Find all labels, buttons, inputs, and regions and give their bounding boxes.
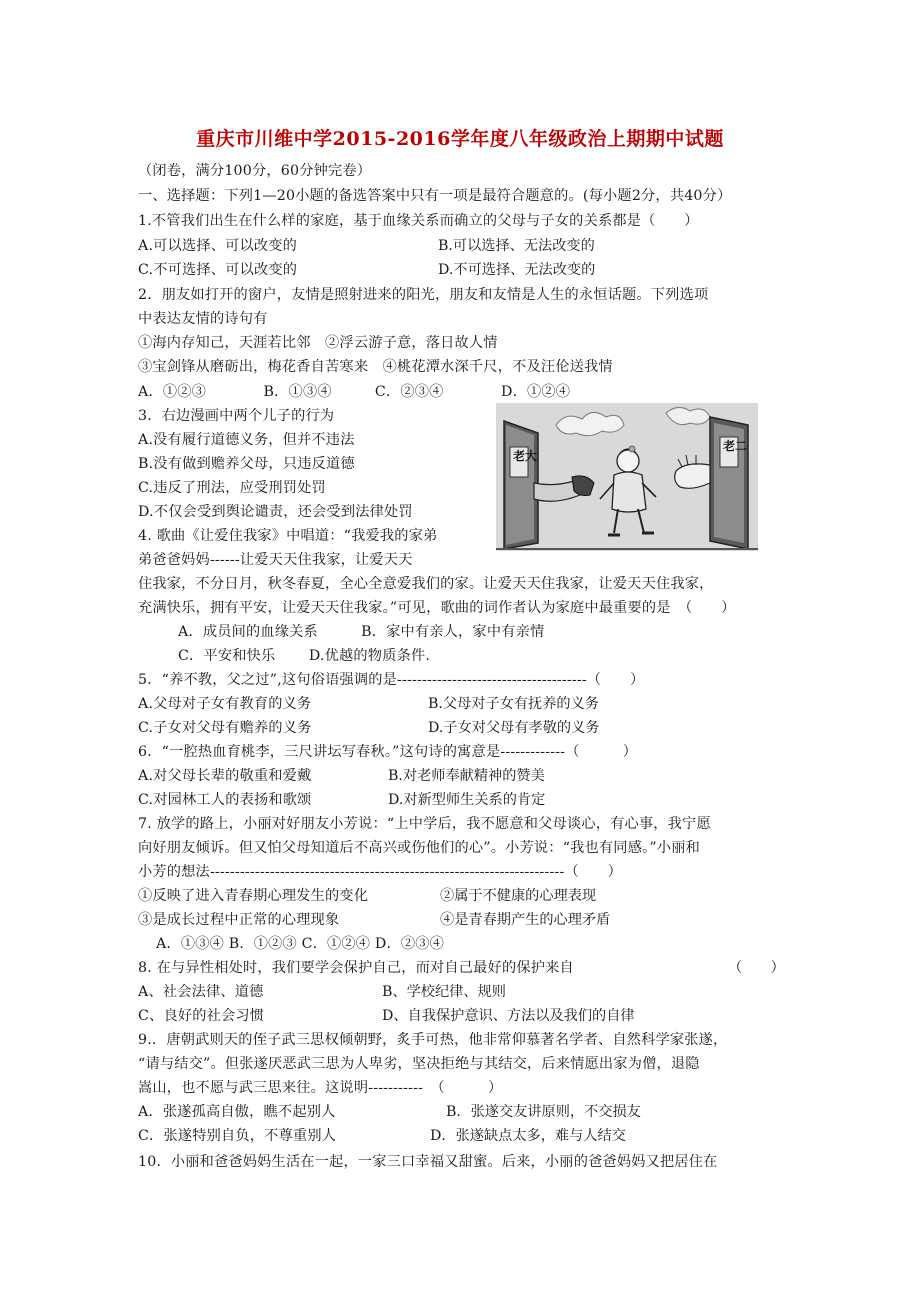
question-5-option-a: A.父母对子女有教育的义务: [138, 696, 312, 712]
question-1-stem: 1.不管我们出生在什么样的家庭，基于血缘关系而确立的父母与子女的关系都是（ ）: [138, 213, 699, 229]
question-4-line4: 充满快乐，拥有平安，让爱天天住我家。”可见，歌曲的词作者认为家庭中最重要的是 （ ）: [138, 600, 736, 616]
question-4-line1: 4. 歌曲《让爱住我家》中唱道：“我爱我的家弟: [138, 528, 438, 544]
question-10-line1: 10．小丽和爸爸妈妈生活在一起，一家三口幸福又甜蜜。后来，小丽的爸爸妈妈又把居住在: [138, 1154, 718, 1170]
question-4-line3: 住我家，不分日月，秋冬春夏，全心全意爱我们的家。让爱天天住我家，让爱天天住我家，: [138, 576, 714, 592]
question-2-items-line1: ①海内存知己，天涯若比邻 ②浮云游子意，落日故人情: [138, 335, 498, 351]
door-left-label: 老大: [513, 449, 538, 463]
question-8-option-d: D、自我保护意识、方法以及我们的自律: [382, 1008, 635, 1024]
question-9-option-c: C．张遂特别自负，不尊重别人: [138, 1128, 337, 1144]
question-6-option-d: D.对新型师生关系的肯定: [388, 792, 546, 808]
question-9-line1: 9.．唐朝武则天的侄子武三思权倾朝野，炙手可热，他非常仰慕著名学者、自然科学家张遂，: [138, 1032, 728, 1048]
question-7-item-1: ①反映了进入青春期心理发生的变化: [138, 888, 369, 904]
question-6-option-c: C.对园林工人的表扬和歌颂: [138, 792, 312, 808]
question-7-line2: 向好朋友倾诉。但又怕父母知道后不高兴或伤他们的心”。小芳说：“我也有同感。”小丽和: [138, 840, 700, 856]
question-9-option-b: B．张遂交友讲原则，不交损友: [446, 1104, 641, 1120]
question-5-stem: 5．“养不教，父之过”,这句俗语强调的是--------------------------------------（ ）: [138, 672, 645, 688]
question-6-option-b: B.对老师奉献精神的赞美: [388, 768, 545, 784]
question-1-option-c: C.不可选择、可以改变的: [138, 262, 298, 278]
question-8-option-a: A、社会法律、道德: [138, 984, 264, 1000]
question-7-item-4: ④是青春期产生的心理矛盾: [440, 912, 611, 928]
question-3-option-a: A.没有履行道德义务，但并不违法: [138, 432, 355, 448]
question-7-line3: 小芳的想法-----------------------------------------------------------------------（ ）: [138, 864, 623, 880]
question-4-line2: 弟爸爸妈妈------让爱天天住我家，让爱天天: [138, 552, 413, 568]
question-7-line1: 7. 放学的路上，小丽对好朋友小芳说：“上中学后，我不愿意和父母谈心，有心事，我宁愿: [138, 816, 711, 832]
question-5-option-d: D.子女对父母有孝敬的义务: [428, 720, 600, 736]
question-4-options-cd: C．平安和快乐 D.优越的物质条件.: [178, 648, 431, 664]
page-title: 重庆市川维中学2015-2016学年度八年级政治上期期中试题: [196, 128, 724, 150]
cartoon-drawing: [496, 403, 758, 551]
question-2-stem-line1: 2．朋友如打开的窗户，友情是照射进来的阳光，朋友和友情是人生的永恒话题。下列选项: [138, 287, 709, 303]
question-4-options-ab: A．成员间的血缘关系 B．家中有亲人，家中有亲情: [178, 624, 545, 640]
question-8-answer-paren: （ ）: [728, 960, 785, 976]
question-1-option-b: B.可以选择、无法改变的: [438, 238, 595, 254]
question-1-option-d: D.不可选择、无法改变的: [438, 262, 596, 278]
question-3-stem: 3．右边漫画中两个儿子的行为: [138, 408, 335, 424]
question-3-option-d: D.不仅会受到舆论谴责，还会受到法律处罚: [138, 504, 413, 520]
question-7-choices: A．①③④ B．①②③ C．①②④ D．②③④: [156, 936, 445, 952]
cartoon-illustration: [496, 403, 758, 551]
question-5-option-c: C.子女对父母有赡养的义务: [138, 720, 312, 736]
question-9-line3: 嵩山，也不愿与武三思来往。这说明----------- （ ）: [138, 1080, 503, 1096]
question-6-option-a: A.对父母长辈的敬重和爱戴: [138, 768, 312, 784]
section-heading: 一、选择题：下列1—20小题的备选答案中只有一项是最符合题意的。(每小题2分，共40分）: [138, 188, 732, 204]
question-9-line2: “请与结交”。但张遂厌恶武三思为人卑劣，坚决拒绝与其结交，后来情愿出家为僧，退隐: [138, 1056, 700, 1072]
question-7-item-3: ③是成长过程中正常的心理现象: [138, 912, 340, 928]
question-1-option-a: A.可以选择、可以改变的: [138, 238, 298, 254]
question-7-item-2: ②属于不健康的心理表现: [440, 888, 597, 904]
question-3-option-b: B.没有做到赡养父母，只违反道德: [138, 456, 355, 472]
question-8-option-c: C、良好的社会习惯: [138, 1008, 265, 1024]
question-2-stem-line2: 中表达友情的诗句有: [138, 311, 268, 327]
question-8-option-b: B、学校纪律、规则: [382, 984, 506, 1000]
question-6-stem: 6．“一腔热血育桃李，三尺讲坛写春秋。”这句诗的寓意是-------------（ ）: [138, 744, 638, 760]
exam-note: （闭卷，满分100分，60分钟完卷）: [138, 163, 372, 179]
question-5-option-b: B.父母对子女有抚养的义务: [428, 696, 599, 712]
door-right-label: 老二: [723, 439, 748, 453]
question-2-choices: A．①②③ B．①③④ C．②③④ D．①②④: [138, 384, 571, 400]
question-8-stem: 8. 在与异性相处时，我们要学会保护自己，而对自己最好的保护来自: [138, 960, 574, 976]
question-3-option-c: C.违反了刑法，应受刑罚处罚: [138, 480, 326, 496]
question-9-option-a: A．张遂孤高自傲，瞧不起别人: [138, 1104, 336, 1120]
question-2-items-line2: ③宝剑锋从磨砺出，梅花香自苦寒来 ④桃花潭水深千尺，不及汪伦送我情: [138, 359, 613, 375]
question-9-option-d: D．张遂缺点太多，难与人结交: [430, 1128, 626, 1144]
